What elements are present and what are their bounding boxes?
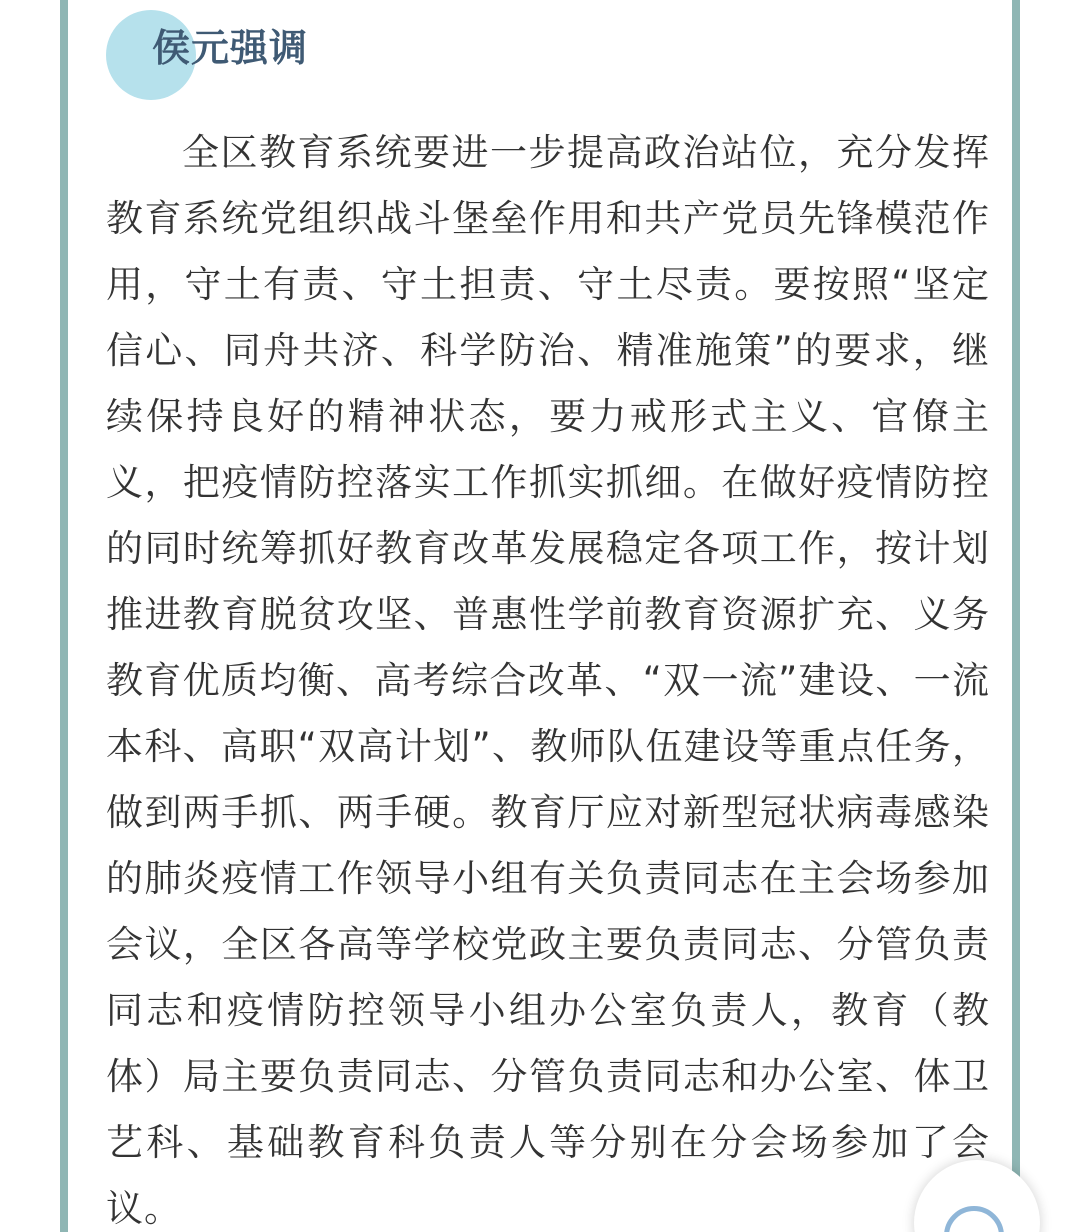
article-frame: [60, 0, 1020, 1232]
article-paragraph: 全区教育系统要进一步提高政治站位，充分发挥教育系统党组织战斗堡垒作用和共产党员先锋模范作用，守土有责、守土担责、守土尽责。要按照“坚定信心、同舟共济、科学防治、精准施策”的要求，继续保持良好的精神状态，要力戒形式主义、官僚主义，把疫情防控落实工作抓实抓细。在做好疫情防控的同时统筹抓好教育改革发展稳定各项工作，按计划推进教育脱贫攻坚、普惠性学前教育资源扩充、义务教育优质均衡、高考综合改革、“双一流”建设、一流本科、高职“双高计划”、教师队伍建设等重点任务，做到两手抓、两手硬。教育厅应对新型冠状病毒感染的肺炎疫情工作领导小组有关负责同志在主会场参加会议，全区各高等学校党政主要负责同志、分管负责同志和疫情防控领导小组办公室负责人，教育（教体）局主要负责同志、分管负责同志和办公室、体卫艺科、基础教育科负责人等分别在分会场参加了会议。: [106, 131, 990, 1230]
float-circle-icon: [944, 1206, 1004, 1232]
section-heading: [106, 8, 526, 100]
section-heading-text: 侯元强调: [152, 26, 309, 70]
